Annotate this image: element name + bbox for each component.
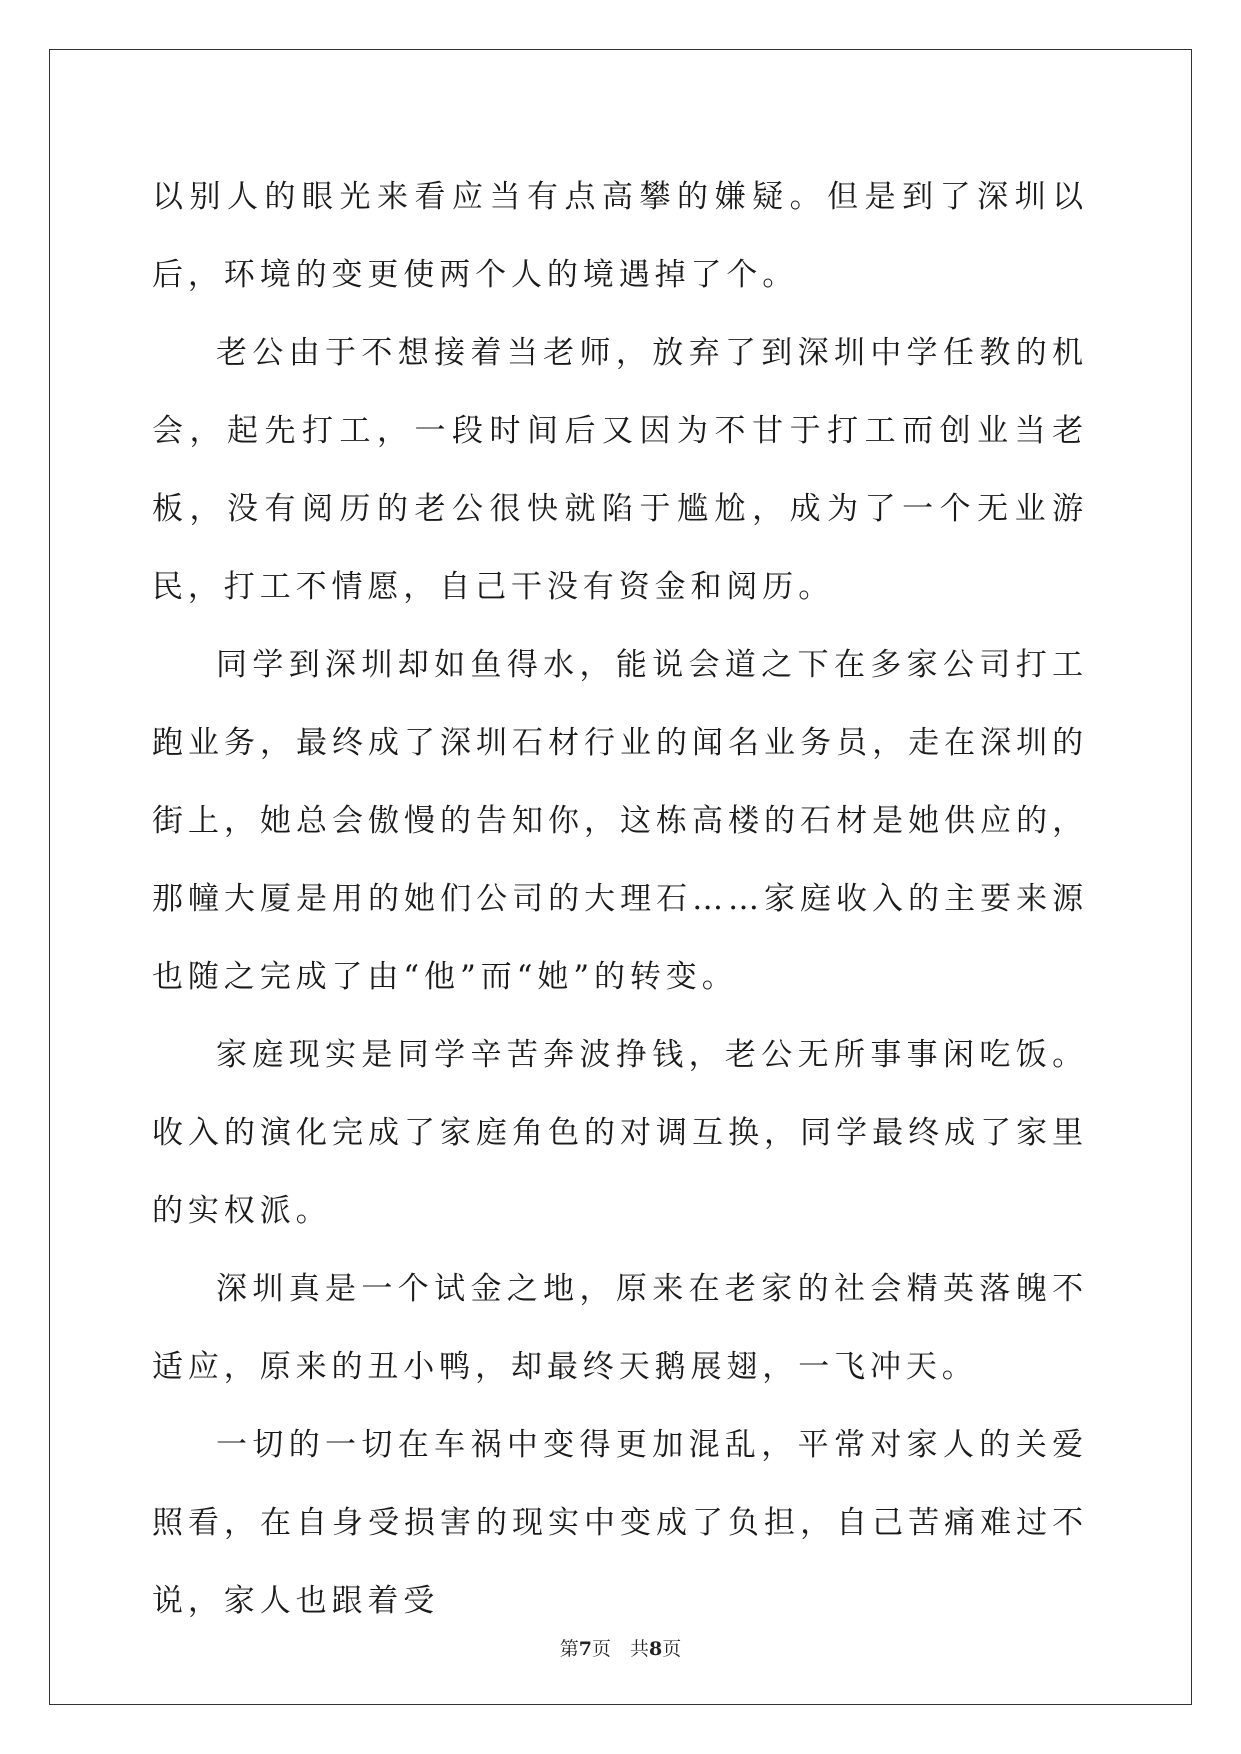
paragraph: 老公由于不想接着当老师，放弃了到深圳中学任教的机会，起先打工，一段时间后又因为不甘于打工而创业当老板，没有阅历的老公很快就陷于尴尬，成为了一个无业游民，打工不情愿，自己干没有资金和阅历。 — [152, 335, 1088, 605]
paragraph: 一切的一切在车祸中变得更加混乱，平常对家人的关爱照看，在自身受损害的现实中变成了负担，自己苦痛难过不说，家人也跟着受 — [152, 1427, 1088, 1619]
page-footer — [0, 1637, 1241, 1661]
paragraph: 以别人的眼光来看应当有点高攀的嫌疑。但是到了深圳以后，环境的变更使两个人的境遇掉了个。 — [152, 179, 1088, 293]
paragraph: 家庭现实是同学辛苦奔波挣钱，老公无所事事闲吃饭。收入的演化完成了家庭角色的对调互换，同学最终成了家里的实权派。 — [152, 1037, 1088, 1229]
document-body — [152, 158, 1088, 1640]
total-pages-number: 8 — [649, 1638, 663, 1660]
footer-prefix: 第 — [559, 1638, 579, 1660]
footer-suffix: 页 — [662, 1638, 682, 1660]
paragraph: 深圳真是一个试金之地，原来在老家的社会精英落魄不适应，原来的丑小鸭，却最终天鹅展翅，一飞冲天。 — [152, 1271, 1088, 1385]
footer-middle: 页 共 — [591, 1638, 649, 1660]
current-page-number: 7 — [578, 1638, 592, 1660]
paragraph: 同学到深圳却如鱼得水，能说会道之下在多家公司打工跑业务，最终成了深圳石材行业的闻名业务员，走在深圳的街上，她总会傲慢的告知你，这栋高楼的石材是她供应的，那幢大厦是用的她们公司的大理石……家庭收入的主要来源也随之完成了由“他”而“她”的转变。 — [152, 647, 1088, 995]
